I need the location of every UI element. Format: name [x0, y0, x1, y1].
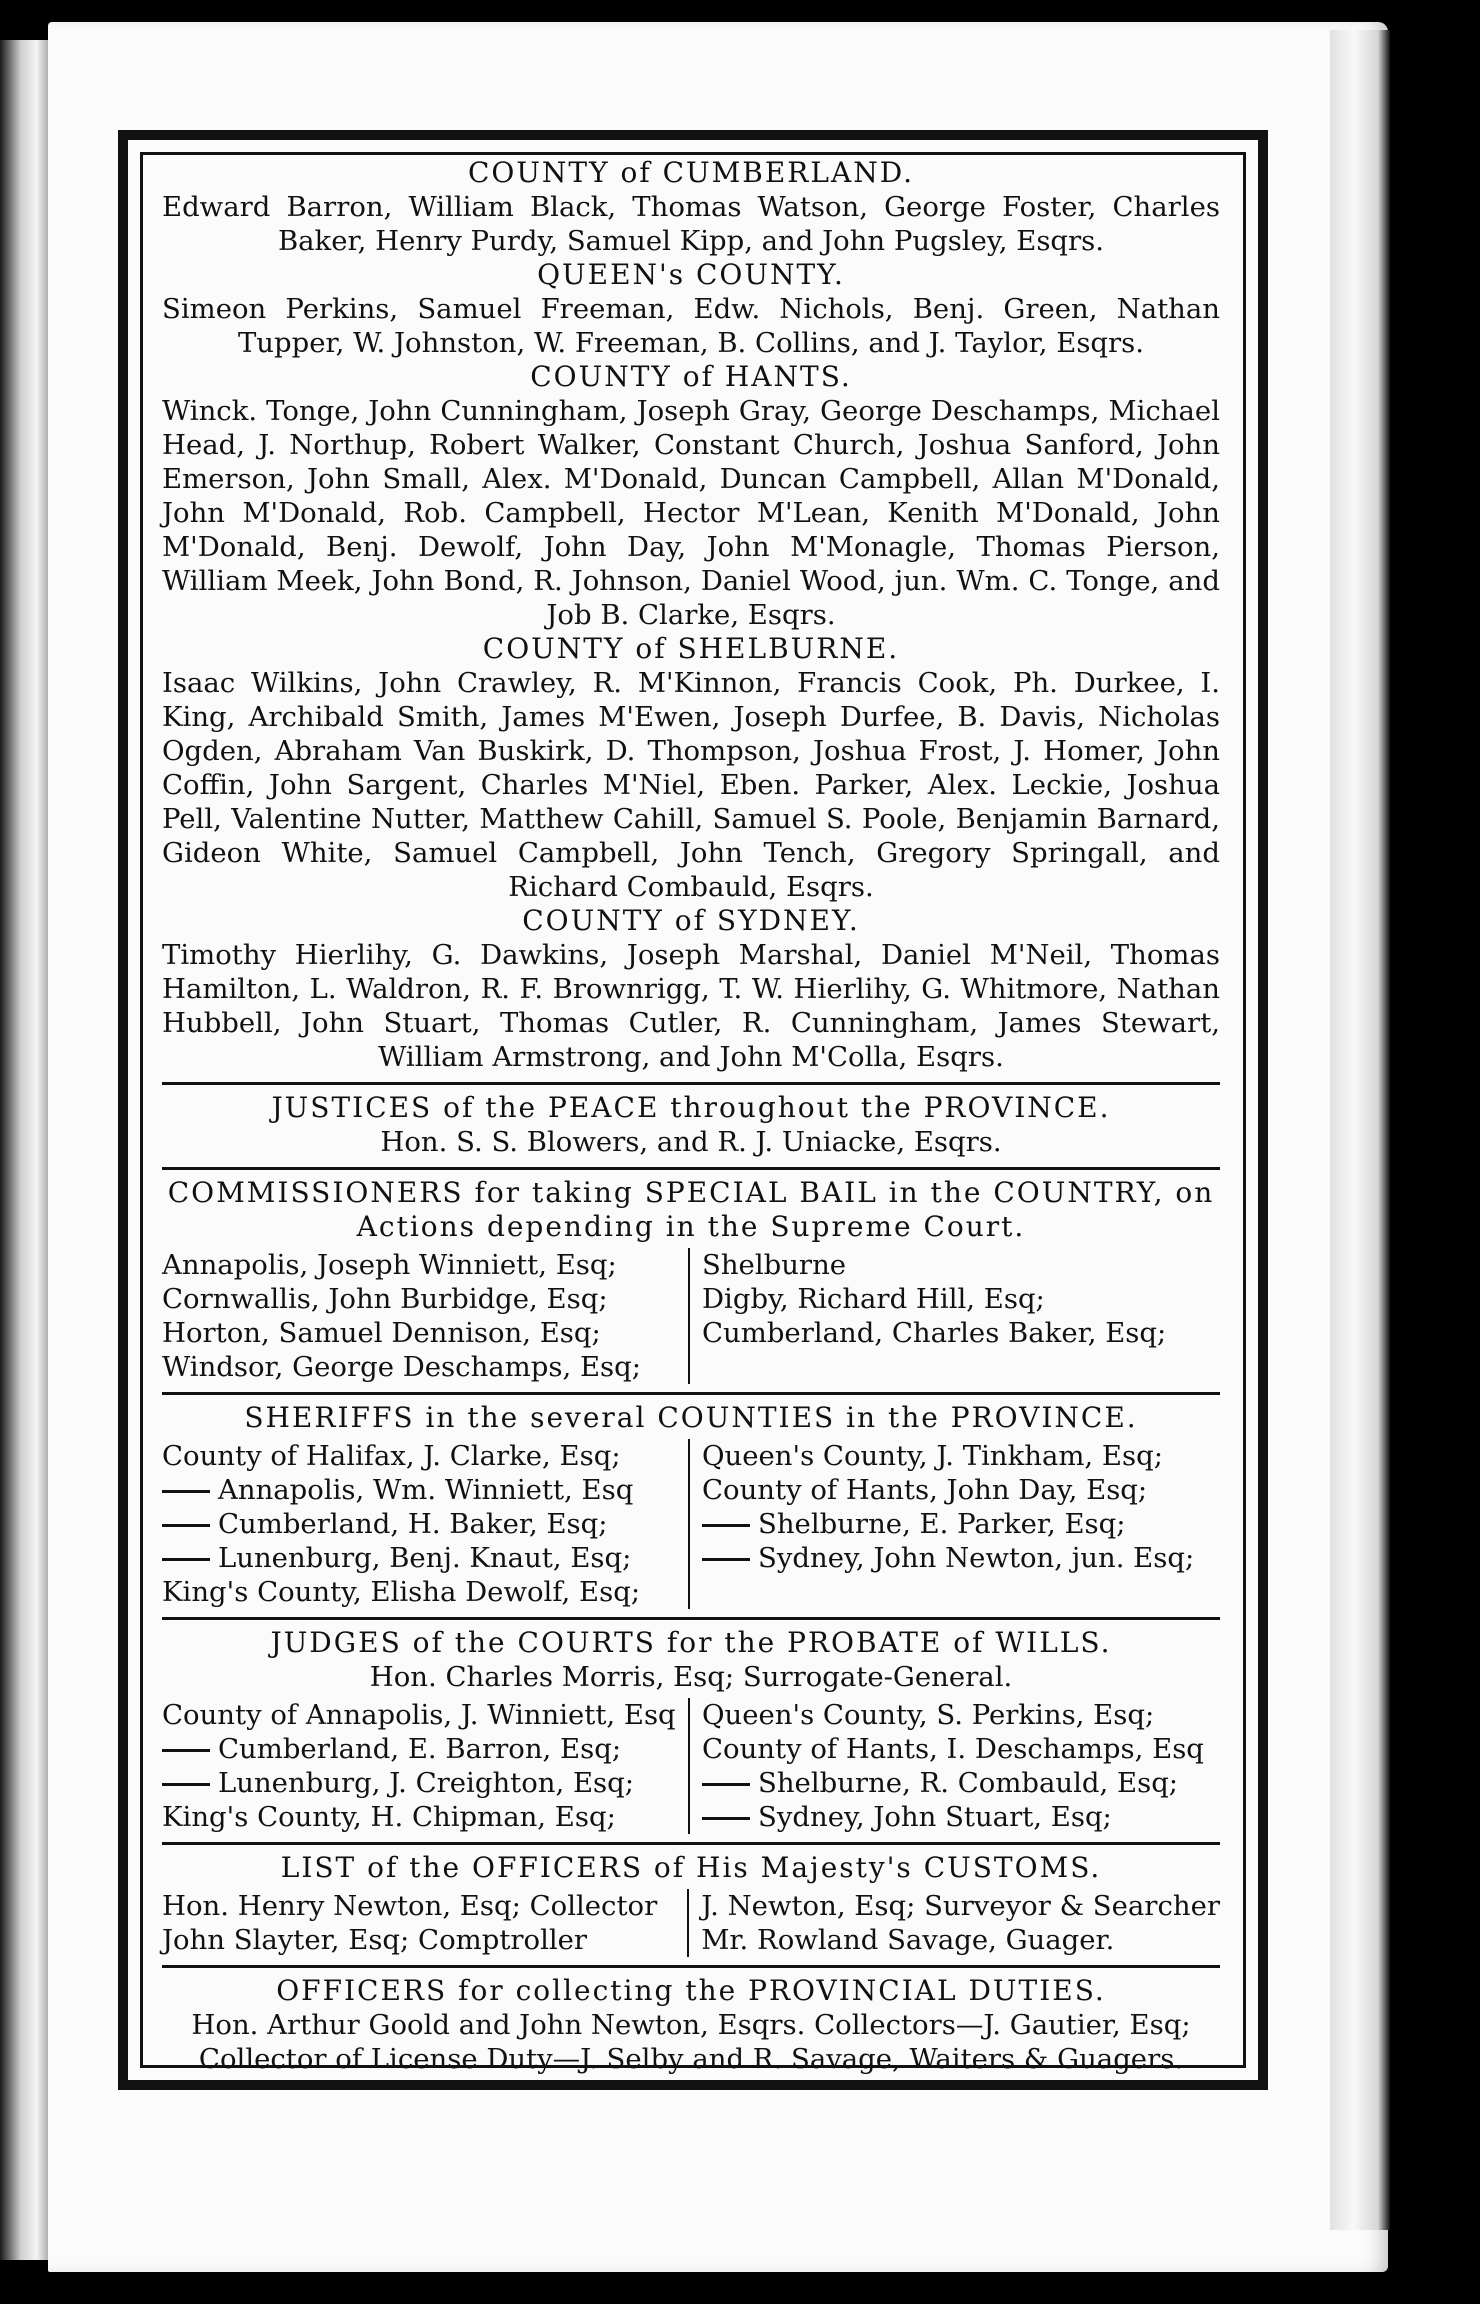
- list-item: Shelburne, E. Parker, Esq;: [702, 1507, 1220, 1541]
- section-title: COUNTY of HANTS.: [530, 360, 852, 393]
- section-title: COMMISSIONERS for taking SPECIAL BAIL in the COUNTRY, on Actions depending in the Supreme Court.: [167, 1176, 1215, 1243]
- list-item: Hon. Henry Newton, Esq; Collector: [162, 1890, 658, 1922]
- two-column-list: [162, 1698, 1220, 1834]
- list-item: County of Hants, John Day, Esq;: [702, 1474, 1148, 1506]
- section-title: COUNTY of CUMBERLAND.: [467, 156, 915, 189]
- dash-rule: [162, 1524, 210, 1527]
- list-item: Cumberland, H. Baker, Esq;: [162, 1507, 680, 1541]
- right-column: [690, 1698, 1220, 1834]
- document-content: [162, 156, 1220, 2076]
- section-line: Collector of License Duty—J. Selby and R. Savage, Waiters & Guagers.: [198, 2043, 1184, 2075]
- document-frame: [118, 130, 1268, 2090]
- list-item: Lunenburg, Benj. Knaut, Esq;: [162, 1541, 680, 1575]
- dash-rule: [702, 1783, 750, 1786]
- list-item: Queen's County, S. Perkins, Esq;: [702, 1699, 1155, 1731]
- list-item: Cumberland, E. Barron, Esq;: [162, 1732, 680, 1766]
- section-names: Edward Barron, William Black, Thomas Watson, George Foster, Charles Baker, Henry Purdy, Samuel Kipp, and John Pugsley, Esqrs.: [162, 191, 1220, 257]
- book-spine: [0, 40, 52, 2260]
- left-column: [162, 1248, 690, 1384]
- section-divider: [162, 1842, 1220, 1845]
- dash-rule: [702, 1817, 750, 1820]
- list-item: Sydney, John Newton, jun. Esq;: [702, 1541, 1220, 1575]
- list-item: Cumberland, Charles Baker, Esq;: [702, 1317, 1167, 1349]
- section-title: COUNTY of SYDNEY.: [522, 904, 860, 937]
- two-column-list: [162, 1889, 1220, 1957]
- section-title: JUDGES of the COURTS for the PROBATE of WILLS.: [270, 1626, 1112, 1659]
- dash-rule: [702, 1524, 750, 1527]
- list-item: Queen's County, J. Tinkham, Esq;: [702, 1440, 1163, 1472]
- right-column: [689, 1889, 1220, 1957]
- section-divider: [162, 1617, 1220, 1620]
- list-item: Windsor, George Deschamps, Esq;: [162, 1351, 642, 1383]
- section-title: OFFICERS for collecting the PROVINCIAL DUTIES.: [276, 1974, 1106, 2007]
- section-divider: [162, 1082, 1220, 1085]
- dash-rule: [162, 1783, 210, 1786]
- section-names: Isaac Wilkins, John Crawley, R. M'Kinnon, Francis Cook, Ph. Durkee, I. King, Archibald Smith, James M'Ewen, Joseph Durfee, B. Davis, Nicholas Ogden, Abraham Van Buskirk, D. Thompson, Joshua Frost, J. Homer, John Coffin, John Sargent, Charles M'Niel, Eben. Parker, Alex. Leckie, Joshua Pell, Valentine Nutter, Matthew Cahill, Samuel S. Poole, Benjamin Barnard, Gideon White, Samuel Campbell, John Tench, Gregory Springall, and Richard Combauld, Esqrs.: [162, 667, 1220, 903]
- dash-rule: [702, 1558, 750, 1561]
- list-item: John Slayter, Esq; Comptroller: [162, 1924, 588, 1956]
- list-item: County of Hants, I. Deschamps, Esq: [702, 1733, 1204, 1765]
- list-item: J. Newton, Esq; Surveyor & Searcher: [701, 1890, 1220, 1922]
- section-line: Hon. Charles Morris, Esq; Surrogate-General.: [369, 1661, 1013, 1693]
- section-divider: [162, 1965, 1220, 1968]
- section-title: LIST of the OFFICERS of His Majesty's CUSTOMS.: [280, 1851, 1102, 1884]
- list-item: Horton, Samuel Dennison, Esq;: [162, 1317, 601, 1349]
- section-line: Hon. S. S. Blowers, and R. J. Uniacke, Esqrs.: [380, 1126, 1002, 1158]
- section-divider: [162, 1167, 1220, 1170]
- section-names: Winck. Tonge, John Cunningham, Joseph Gray, George Deschamps, Michael Head, J. Northup, Robert Walker, Constant Church, Joshua Sanford, John Emerson, John Small, Alex. M'Donald, Duncan Campbell, Allan M'Donald, John M'Donald, Rob. Campbell, Hector M'Lean, Kenith M'Donald, John M'Donald, Benj. Dewolf, John Day, John M'Monagle, Thomas Pierson, William Meek, John Bond, R. Johnson, Daniel Wood, jun. Wm. C. Tonge, and Job B. Clarke, Esqrs.: [162, 395, 1220, 631]
- right-column: [690, 1439, 1220, 1609]
- dash-rule: [162, 1490, 210, 1493]
- list-item: Mr. Rowland Savage, Guager.: [701, 1924, 1115, 1956]
- list-item: County of Annapolis, J. Winniett, Esq: [162, 1699, 676, 1731]
- list-item: Sydney, John Stuart, Esq;: [702, 1800, 1220, 1834]
- list-item: Annapolis, Wm. Winniett, Esq: [162, 1473, 680, 1507]
- left-column: [162, 1439, 690, 1609]
- section-names: Simeon Perkins, Samuel Freeman, Edw. Nichols, Benj. Green, Nathan Tupper, W. Johnston, W. Freeman, B. Collins, and J. Taylor, Esqrs.: [162, 293, 1220, 359]
- list-item: King's County, Elisha Dewolf, Esq;: [162, 1576, 641, 1608]
- list-item: Lunenburg, J. Creighton, Esq;: [162, 1766, 680, 1800]
- list-item: Digby, Richard Hill, Esq;: [702, 1283, 1045, 1315]
- section-line: Hon. Arthur Goold and John Newton, Esqrs. Collectors—J. Gautier, Esq;: [191, 2009, 1191, 2041]
- list-item: County of Halifax, J. Clarke, Esq;: [162, 1440, 621, 1472]
- list-item: Shelburne, R. Combauld, Esq;: [702, 1766, 1220, 1800]
- two-column-list: [162, 1248, 1220, 1384]
- list-item: King's County, H. Chipman, Esq;: [162, 1801, 616, 1833]
- dash-rule: [162, 1558, 210, 1561]
- section-title: JUSTICES of the PEACE throughout the PROVINCE.: [271, 1091, 1111, 1124]
- section-names: Timothy Hierlihy, G. Dawkins, Joseph Marshal, Daniel M'Neil, Thomas Hamilton, L. Waldron, R. F. Brownrigg, T. W. Hierlihy, G. Whitmore, Nathan Hubbell, John Stuart, Thomas Cutler, R. Cunningham, James Stewart, William Armstrong, and John M'Colla, Esqrs.: [162, 939, 1220, 1073]
- two-column-list: [162, 1439, 1220, 1609]
- section-title: COUNTY of SHELBURNE.: [482, 632, 900, 665]
- section-title: SHERIFFS in the several COUNTIES in the PROVINCE.: [244, 1401, 1138, 1434]
- page-edge: [1330, 30, 1390, 2230]
- section-title: QUEEN's COUNTY.: [537, 258, 845, 291]
- list-item: Shelburne: [702, 1249, 847, 1281]
- left-column: [162, 1889, 689, 1957]
- right-column: [690, 1248, 1220, 1384]
- dash-rule: [162, 1749, 210, 1752]
- list-item: Cornwallis, John Burbidge, Esq;: [162, 1283, 608, 1315]
- section-divider: [162, 1392, 1220, 1395]
- left-column: [162, 1698, 690, 1834]
- list-item: Annapolis, Joseph Winniett, Esq;: [162, 1249, 617, 1281]
